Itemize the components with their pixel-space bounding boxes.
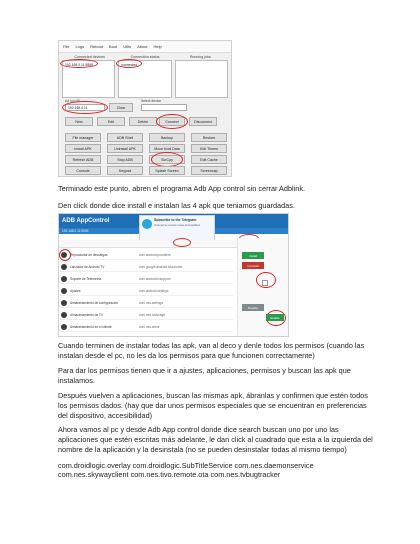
app-package: com.google.android.tvlauncher — [139, 264, 183, 269]
app-name: Reproductor de descargas — [70, 252, 108, 257]
app-name: Soporte de Telemetría — [70, 276, 102, 281]
move-kodi-data-button[interactable]: Move Kodi Data — [149, 144, 185, 153]
menu-about[interactable]: About — [137, 44, 148, 49]
menu-bar — [59, 41, 231, 53]
backup-button[interactable]: Backup — [149, 133, 185, 142]
connection-status-list — [118, 60, 171, 98]
app-package: com.android.tvsupport — [139, 276, 171, 281]
device-entry[interactable]: 192.168.0.11:5555 — [65, 63, 94, 67]
app-row[interactable] — [61, 262, 233, 272]
app-row[interactable] — [61, 274, 233, 284]
running-jobs-list — [175, 60, 228, 98]
app-package: com.android.providers — [139, 252, 171, 257]
uninstall-apk-button[interactable]: Uninstall APK — [107, 144, 143, 153]
delete-button[interactable]: Delete — [129, 117, 157, 126]
adb-shell-button[interactable]: ADB Shell — [107, 133, 143, 142]
appcontrol-screenshot — [58, 213, 289, 337]
app-icon — [61, 288, 67, 294]
packages-line-2: com.nes.skywayclient com.nes.tivo.remote.ota com.nes.tvbugtracker — [58, 470, 281, 479]
annotation-circle — [151, 152, 183, 167]
app-name: Lanzador de Android TV — [70, 264, 105, 269]
annotation-circle — [116, 59, 142, 68]
caption-install-apks: Den click donde dice install e instalan las 4 apk que teniamos guardadas. — [58, 201, 295, 210]
screencap-button[interactable]: Screencap — [191, 166, 227, 175]
install-button[interactable]: Install — [242, 252, 264, 259]
edit-cache-button[interactable]: Edit Cache — [191, 155, 227, 164]
keypad-button[interactable]: Keypad — [107, 166, 143, 175]
splash-screen-button[interactable]: Splash Screen — [149, 166, 185, 175]
app-row[interactable] — [61, 250, 233, 260]
app-package: com.nes.settings — [139, 300, 163, 305]
edit-timers-button[interactable]: Edit Timers — [191, 144, 227, 153]
status-entry: connected — [121, 63, 137, 67]
app-icon — [61, 312, 67, 318]
menu-boot[interactable]: Boot — [109, 44, 118, 49]
paragraph-permissions-path: Para dar los permisos tienen que ir a ajustes, aplicaciones, permisos y buscan las apk que instalamos. — [58, 366, 351, 385]
telegram-icon — [142, 219, 152, 229]
paragraph-permissions-intro: Cuando terminen de instalar todas las apk, van al deco y denle todos los permisos (cuando las instalan desde el pc, no les da los permisos para que funcionen correctamente) — [58, 341, 365, 360]
menu-help[interactable]: Help — [153, 44, 162, 49]
app-row[interactable] — [61, 322, 233, 332]
promo-text: channel to receive news and updates — [154, 223, 201, 227]
header-connection-status: Connection status — [130, 55, 160, 59]
header-connected-devices: Connected devices — [74, 55, 105, 59]
restore-button[interactable]: Restore — [191, 133, 227, 142]
app-row[interactable] — [61, 298, 233, 308]
paragraph-confirm-permissions: Después vuelven a aplicaciones, buscan las mismas apk, ábranlas y confirmen que estén todos los permisos dados. (hay que dar unos permisos especiales que se encuentran en preferencias del dispositivo, accesibilidad) — [58, 391, 368, 420]
uninstall-button[interactable]: Uninstall — [242, 262, 264, 269]
annotation-circle — [62, 101, 108, 114]
annotation-circle — [59, 249, 71, 261]
edit-button[interactable]: Edit — [97, 117, 125, 126]
annotation-circle — [60, 59, 98, 68]
menu-file[interactable]: File — [63, 44, 70, 49]
header-running-jobs: Running jobs — [189, 55, 211, 59]
annotation-circle — [156, 114, 188, 129]
promo-title: Subscribe to the Telegram — [154, 218, 197, 222]
app-name: Almacenamiento de configuración — [70, 300, 119, 305]
appcontrol-logo: ADB AppControl — [62, 218, 110, 224]
menu-utils[interactable]: Utils — [123, 44, 132, 49]
checkbox[interactable] — [262, 280, 268, 286]
scrcpy-button[interactable]: ScrCpy — [149, 155, 185, 164]
menu-reboot[interactable]: Reboot — [90, 44, 104, 49]
clear-button[interactable]: Clear — [109, 103, 133, 112]
connected-devices-list[interactable] — [62, 60, 115, 98]
app-icon — [61, 324, 67, 330]
app-name: Almacenamiento en el cliente — [70, 324, 112, 329]
enable-button[interactable]: Enable — [266, 314, 284, 321]
app-icon — [61, 264, 67, 270]
app-package: com.android.settings — [139, 288, 169, 293]
adblink-screenshot — [58, 40, 232, 177]
disable-button[interactable]: Disable — [242, 304, 264, 311]
annotation-circle — [173, 238, 191, 247]
connect-button[interactable]: Connect — [159, 117, 185, 126]
console-button[interactable]: Console — [65, 166, 101, 175]
app-row[interactable] — [61, 286, 233, 296]
app-name: Ajustes — [70, 288, 81, 293]
select-device-label: Select device — [141, 99, 162, 103]
action-sidebar — [237, 238, 289, 337]
menu-logs[interactable]: Logs — [75, 44, 85, 49]
app-package: com.nes.client — [139, 324, 160, 329]
install-apk-button[interactable]: Install APK — [65, 144, 101, 153]
packages-line-1: com.droidlogic.overlay com.droidlogic.SubTitleService com.nes.daemonservice — [58, 461, 314, 470]
refresh-adb-button[interactable]: Refresh ADB — [65, 155, 101, 164]
new-button[interactable]: New — [65, 117, 93, 126]
paragraph-uninstall-steps: Ahora vamos al pc y desde Adb App control donde dice search buscan uno por uno las aplicaciones que estén escritas más adelante, le dan click al cuadrado que esta a la izquierda del nombre de la aplicación y la desinstala (no se pueden desinstalar todas al mismo tiempo) — [58, 425, 373, 454]
select-device-dropdown[interactable] — [141, 104, 187, 111]
app-icon — [61, 300, 67, 306]
ip-label: Ad hoc IP — [65, 99, 80, 103]
ip-input[interactable]: 192.168.0.11 — [65, 104, 105, 111]
app-package: com.nes.tvstorage — [139, 312, 166, 317]
stop-adb-button[interactable]: Stop ADB — [107, 155, 143, 164]
caption-open-appcontrol: Terminado este punto, abren el programa Adb App control sin cerrar Adblink. — [58, 184, 306, 193]
app-name: Almacenamiento de TV — [70, 312, 104, 317]
app-row[interactable] — [61, 310, 233, 320]
app-icon — [61, 276, 67, 282]
panel-headers — [59, 53, 231, 59]
file-manager-button[interactable]: File manager — [65, 133, 101, 142]
disconnect-button[interactable]: Disconnect — [189, 117, 217, 126]
device-subtitle: 192.168.0.11:5555 — [59, 228, 288, 234]
